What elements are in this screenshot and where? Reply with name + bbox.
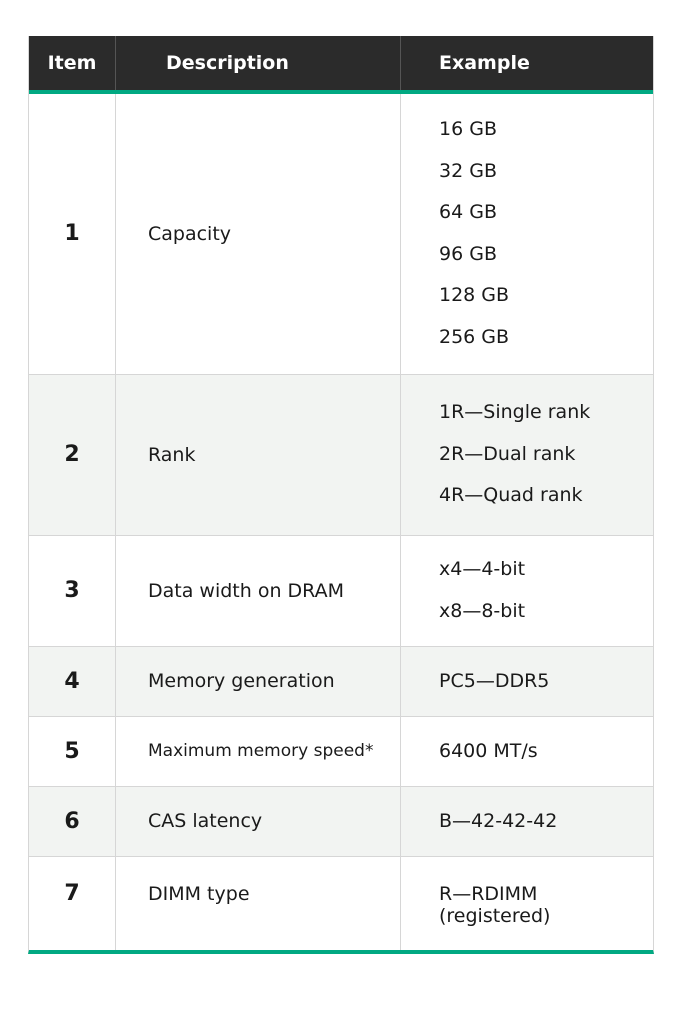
example-line: R—RDIMM (registered): [439, 882, 551, 928]
example-line: 4R—Quad rank: [439, 484, 583, 507]
table-row: [29, 646, 653, 716]
row-examples: [401, 786, 654, 856]
table-row: [29, 856, 653, 950]
row-description: Memory generation: [116, 646, 401, 716]
row-description: Rank: [116, 374, 401, 535]
row-examples: [401, 374, 654, 535]
header-example: Example: [401, 36, 654, 92]
example-line: x8—8-bit: [439, 599, 526, 622]
table-header: [29, 36, 653, 92]
row-item-number: 2: [29, 374, 116, 535]
row-description: DIMM type: [116, 856, 401, 950]
table-row: [29, 786, 653, 856]
row-examples: [401, 646, 654, 716]
example-line: 96 GB: [439, 242, 497, 265]
row-item-number: 6: [29, 786, 116, 856]
example-line: x4—4-bit: [439, 558, 526, 580]
row-item-number: 4: [29, 646, 116, 716]
table-row: [29, 374, 653, 535]
row-description: Data width on DRAM: [116, 535, 401, 646]
row-examples: [401, 856, 654, 950]
memory-spec-table: [29, 36, 653, 950]
row-examples: [401, 92, 654, 374]
row-item-number: 1: [29, 92, 116, 374]
example-line: PC5—DDR5: [439, 669, 550, 692]
example-line: 128 GB: [439, 284, 510, 307]
example-line: 64 GB: [439, 201, 497, 224]
row-description: Maximum memory speed*: [116, 716, 401, 786]
table-row: [29, 535, 653, 646]
example-line: 256 GB: [439, 325, 510, 348]
example-line: B—42-42-42: [439, 809, 558, 832]
row-item-number: 3: [29, 535, 116, 646]
row-item-number: 5: [29, 716, 116, 786]
example-line: 16 GB: [439, 118, 497, 141]
example-line: 6400 MT/s: [439, 739, 538, 762]
row-examples: [401, 716, 654, 786]
row-item-number: 7: [29, 856, 116, 950]
header-description: Description: [116, 36, 401, 92]
table-row: [29, 92, 653, 374]
table-row: [29, 716, 653, 786]
example-line: 2R—Dual rank: [439, 442, 576, 465]
row-description: CAS latency: [116, 786, 401, 856]
table-body: [29, 92, 653, 950]
header-row: [29, 36, 653, 92]
header-item: Item: [29, 36, 116, 92]
row-description: Capacity: [116, 92, 401, 374]
example-line: 1R—Single rank: [439, 401, 591, 424]
memory-spec-table-wrapper: [28, 36, 654, 954]
example-line: 32 GB: [439, 159, 497, 182]
row-examples: [401, 535, 654, 646]
